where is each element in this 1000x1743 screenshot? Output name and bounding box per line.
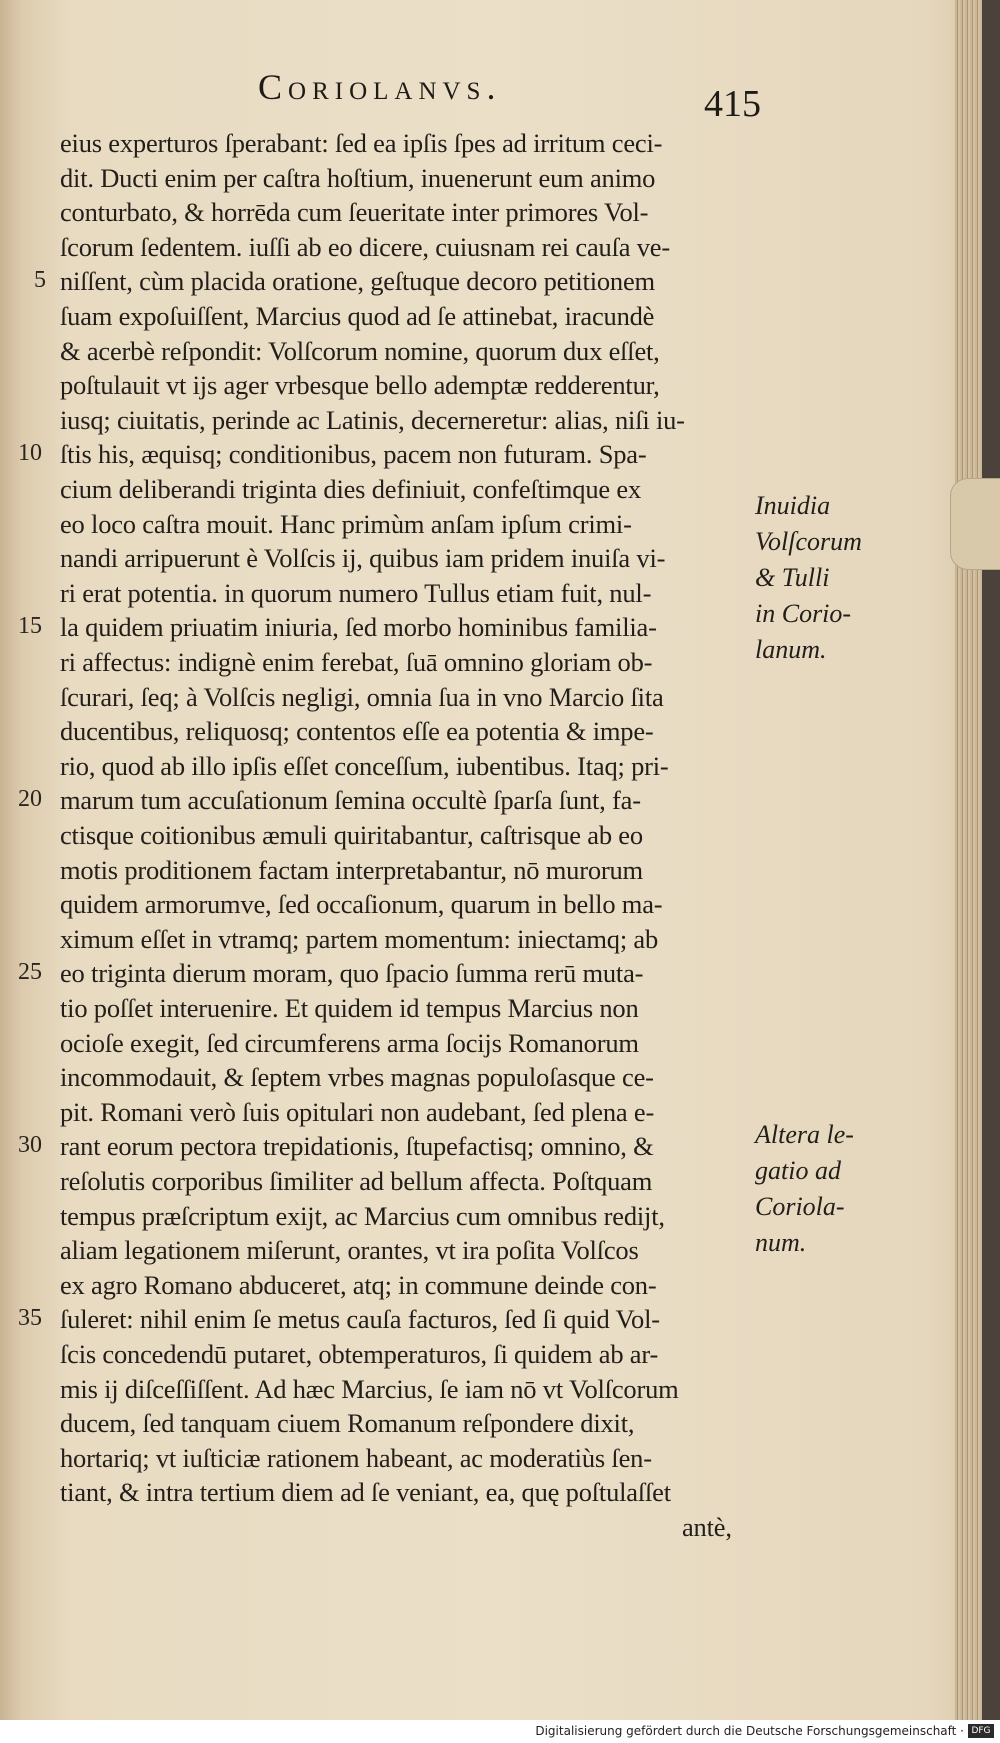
line-number: 25 bbox=[18, 959, 42, 986]
text-line: pit. Romani verò ſuis opitulari non audebant, ſed plena e- bbox=[60, 1096, 655, 1127]
text-line: nandi arripuerunt è Volſcis ij, quibus iam pridem inuiſa vi- bbox=[60, 543, 666, 574]
margin-note-line: Inuidia bbox=[755, 491, 831, 520]
text-line: hortariq; vt iuſticiæ rationem habeant, ac moderatiùs ſen- bbox=[60, 1442, 652, 1473]
text-line: ſuleret: nihil enim ſe metus cauſa facturos, ſed ſi quid Vol- bbox=[60, 1304, 660, 1335]
text-line: motis proditionem factam interpretabantur, nō murorum bbox=[60, 854, 643, 885]
text-line: poſtulauit vt ijs ager vrbesque bello ademptæ redderentur, bbox=[60, 370, 660, 401]
text-line: ducentibus, reliquosq; contentos eſſe ea potentia & impe- bbox=[60, 716, 654, 747]
text-line: ximum eſſet in vtramq; partem momentum: iniectamq; ab bbox=[60, 923, 659, 954]
text-line: ſcis concedendū putaret, obtemperaturos, ſi quidem ab ar- bbox=[60, 1339, 659, 1369]
text-line: ſuam expoſuiſſent, Marcius quod ad ſe attinebat, iracundè bbox=[60, 301, 655, 331]
line-number: 30 bbox=[18, 1132, 42, 1159]
text-line: ri affectus: indignè enim ferebat, ſuā omnino gloriam ob- bbox=[60, 647, 653, 677]
text-line: ocioſe exegit, ſed circumferens arma ſocijs Romanorum bbox=[60, 1027, 639, 1058]
margin-note-line: gatio ad bbox=[755, 1156, 841, 1185]
text-line: rio, quod ab illo ipſis eſſet conceſſum, iubentibus. Itaq; pri- bbox=[60, 750, 669, 781]
page-tab bbox=[950, 478, 1000, 570]
dfg-logo: DFG bbox=[968, 1724, 994, 1738]
text-line: eius experturos ſperabant: ſed ea ipſis ſpes ad irritum ceci- bbox=[60, 128, 663, 158]
text-line: la quidem priuatim iniuria, ſed morbo hominibus familia- bbox=[60, 612, 657, 643]
text-line: marum tum accuſationum ſemina occultè ſparſa ſunt, fa- bbox=[60, 785, 641, 816]
text-line: cium deliberandi triginta dies definiuit, confeſtimque ex bbox=[60, 474, 641, 504]
page-number: 415 bbox=[704, 83, 761, 125]
text-line: tio poſſet interuenire. Et quidem id tempus Marcius non bbox=[60, 993, 639, 1023]
page-edge bbox=[955, 0, 982, 1743]
text-line: ctisque coitionibus æmuli quiritabantur, caſtrisque ab eo bbox=[60, 820, 643, 850]
text-line: mis ij diſceſſiſſent. Ad hæc Marcius, ſe iam nō vt Volſcorum bbox=[60, 1373, 679, 1404]
margin-note-line: lanum. bbox=[755, 635, 827, 664]
line-number: 15 bbox=[18, 613, 42, 640]
text-line: dit. Ducti enim per caſtra hoſtium, inuenerunt eum animo bbox=[60, 162, 656, 193]
text-line: antè, bbox=[682, 1512, 732, 1542]
text-line: ſtis his, æquisq; conditionibus, pacem non futuram. Spa- bbox=[60, 439, 647, 470]
text-line: & acerbè reſpondit: Volſcorum nomine, quorum dux eſſet, bbox=[60, 335, 660, 366]
text-line: ſcurari, ſeq; à Volſcis negligi, omnia ſua in vno Marcio ſita bbox=[60, 681, 664, 712]
text-line: tempus præſcriptum exijt, ac Marcius cum omnibus redijt, bbox=[60, 1200, 665, 1231]
text-line: rant eorum pectora trepidationis, ſtupefactisq; omnino, & bbox=[60, 1131, 654, 1162]
text-line: ducem, ſed tanquam ciuem Romanum reſpondere dixit, bbox=[60, 1408, 635, 1439]
margin-note-line: Altera le- bbox=[755, 1120, 854, 1149]
text-line: ri erat potentia. in quorum numero Tullus etiam fuit, nul- bbox=[60, 577, 652, 608]
running-head: Coriolanvs. bbox=[258, 67, 502, 107]
line-number: 35 bbox=[18, 1305, 42, 1332]
text-line: aliam legationem miſerunt, orantes, vt ira poſita Volſcos bbox=[60, 1235, 639, 1266]
text-line: tiant, & intra tertium diem ad ſe veniant, ea, quę poſtulaſſet bbox=[60, 1477, 671, 1508]
margin-note-altera-legatio bbox=[755, 1117, 885, 1261]
text-line: ex agro Romano abduceret, atq; in commune deinde con- bbox=[60, 1269, 657, 1300]
footer-credit: Digitalisierung gefördert durch die Deutsche Forschungsgemeinschaft · bbox=[535, 1724, 964, 1738]
margin-note-inuidia bbox=[755, 488, 885, 668]
line-number: 20 bbox=[18, 786, 42, 813]
binding-strip bbox=[982, 0, 1000, 1743]
text-line: eo triginta dierum moram, quo ſpacio ſumma rerū muta- bbox=[60, 958, 644, 989]
margin-note-line: Volſcorum bbox=[755, 527, 862, 556]
margin-note-line: num. bbox=[755, 1228, 807, 1257]
text-line: conturbato, & horrēda cum ſeueritate inter primores Vol- bbox=[60, 197, 649, 228]
margin-note-line: & Tulli bbox=[755, 563, 830, 592]
line-number: 10 bbox=[18, 440, 42, 467]
text-line: incommodauit, & ſeptem vrbes magnas populoſasque ce- bbox=[60, 1062, 654, 1093]
text-line: reſolutis corporibus ſimiliter ad bellum affecta. Poſtquam bbox=[60, 1166, 653, 1196]
text-line: quidem armorumve, ſed occaſionum, quarum in bello ma- bbox=[60, 889, 663, 920]
text-line: eo loco caſtra mouit. Hanc primùm anſam ipſum crimi- bbox=[60, 508, 632, 539]
margin-note-line: Coriola- bbox=[755, 1192, 845, 1221]
text-line: ſcorum ſedentem. iuſſi ab eo dicere, cuiusnam rei cauſa ve- bbox=[60, 231, 670, 262]
line-number: 5 bbox=[34, 267, 46, 294]
text-line: niſſent, cùm placida oratione, geſtuque decoro petitionem bbox=[60, 266, 655, 297]
text-line: iusq; ciuitatis, perinde ac Latinis, decerneretur: alias, niſi iu- bbox=[60, 404, 685, 435]
margin-note-line: in Corio- bbox=[755, 599, 852, 628]
